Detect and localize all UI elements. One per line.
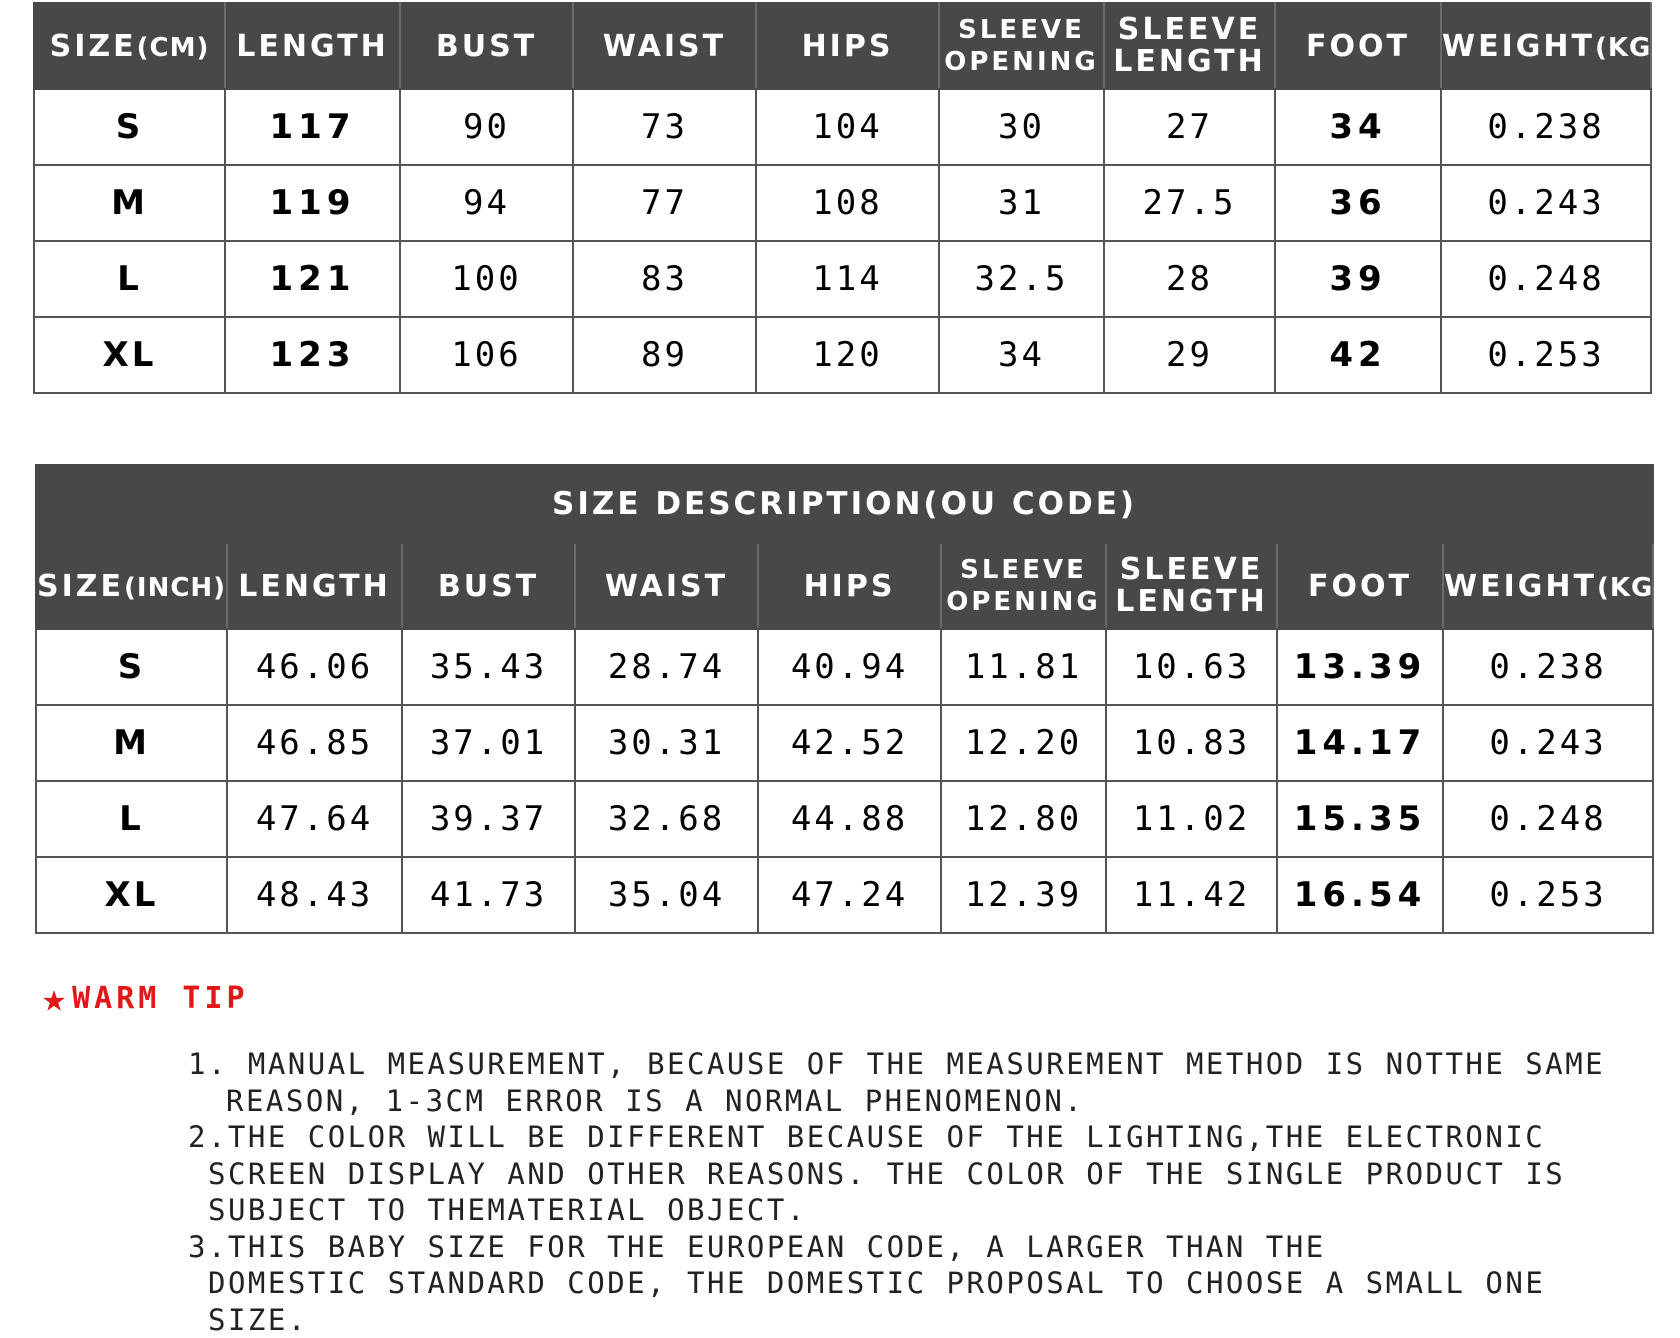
table-cell: 121 xyxy=(225,241,400,317)
column-header: WEIGHT(KG) xyxy=(1443,543,1653,629)
table-cell: 35.43 xyxy=(402,629,575,705)
tip-item xyxy=(188,1119,1658,1229)
table-cell: 32.68 xyxy=(575,781,758,857)
table-cell: 120 xyxy=(756,317,939,393)
table-cell: 36 xyxy=(1275,165,1441,241)
table-cell: 73 xyxy=(573,89,756,165)
table-cell: 42.52 xyxy=(758,705,941,781)
tip-line: REASON, 1-3CM ERROR IS A NORMAL PHENOMENON. xyxy=(188,1083,1658,1120)
table-cell: 42 xyxy=(1275,317,1441,393)
table-caption-row xyxy=(36,465,1653,543)
table-row xyxy=(36,705,1653,781)
table-cell: 106 xyxy=(400,317,573,393)
table-cell: XL xyxy=(34,317,225,393)
table-cell: 16.54 xyxy=(1277,857,1443,933)
table-cell: 28 xyxy=(1104,241,1275,317)
table-cell: 108 xyxy=(756,165,939,241)
table-cell: 104 xyxy=(756,89,939,165)
table-cell: 100 xyxy=(400,241,573,317)
column-header: FOOT xyxy=(1277,543,1443,629)
table-cell: 40.94 xyxy=(758,629,941,705)
table-cell: 0.243 xyxy=(1441,165,1651,241)
table-cell: 94 xyxy=(400,165,573,241)
table-cell: 119 xyxy=(225,165,400,241)
table-cell: S xyxy=(36,629,227,705)
column-header: SLEEVE LENGTH xyxy=(1104,3,1275,89)
table-row xyxy=(36,781,1653,857)
warm-tip-heading xyxy=(42,975,249,1021)
table-cell: 46.06 xyxy=(227,629,402,705)
tip-line: 2.THE COLOR WILL BE DIFFERENT BECAUSE OF THE LIGHTING,THE ELECTRONIC xyxy=(188,1119,1658,1156)
table-row xyxy=(34,241,1651,317)
column-header: LENGTH xyxy=(225,3,400,89)
table-cell: 123 xyxy=(225,317,400,393)
column-header: SLEEVE OPENING xyxy=(939,3,1104,89)
table-cell: 117 xyxy=(225,89,400,165)
table-cell: 77 xyxy=(573,165,756,241)
table-cell: 47.64 xyxy=(227,781,402,857)
table-cell: 0.238 xyxy=(1443,629,1653,705)
table-cell: 0.243 xyxy=(1443,705,1653,781)
table-cell: 0.238 xyxy=(1441,89,1651,165)
column-header: FOOT xyxy=(1275,3,1441,89)
column-header: SLEEVE OPENING xyxy=(941,543,1106,629)
table-cell: 31 xyxy=(939,165,1104,241)
table-cell: 0.248 xyxy=(1443,781,1653,857)
column-header: HIPS xyxy=(756,3,939,89)
tip-line: DOMESTIC STANDARD CODE, THE DOMESTIC PROPOSAL TO CHOOSE A SMALL ONE SIZE. xyxy=(188,1265,1658,1338)
table-cell: 0.253 xyxy=(1443,857,1653,933)
table-cell: 14.17 xyxy=(1277,705,1443,781)
table-cell: 39.37 xyxy=(402,781,575,857)
table-cell: M xyxy=(36,705,227,781)
table-header-row xyxy=(34,3,1651,89)
table-cell: L xyxy=(34,241,225,317)
table-cell: 28.74 xyxy=(575,629,758,705)
tip-line: SCREEN DISPLAY AND OTHER REASONS. THE COLOR OF THE SINGLE PRODUCT IS xyxy=(188,1156,1658,1193)
table-cell: 0.248 xyxy=(1441,241,1651,317)
table-cell: 10.63 xyxy=(1106,629,1277,705)
table-row xyxy=(36,857,1653,933)
table-cell: 12.39 xyxy=(941,857,1106,933)
table-cell: 15.35 xyxy=(1277,781,1443,857)
column-header: WAIST xyxy=(575,543,758,629)
table-row xyxy=(36,629,1653,705)
column-header: SIZE(CM) xyxy=(34,3,225,89)
table-cell: 89 xyxy=(573,317,756,393)
table-cell: 27 xyxy=(1104,89,1275,165)
table-cell: 39 xyxy=(1275,241,1441,317)
column-header: HIPS xyxy=(758,543,941,629)
table-cell: 11.81 xyxy=(941,629,1106,705)
table-cell: S xyxy=(34,89,225,165)
column-header: WEIGHT(KG) xyxy=(1441,3,1651,89)
table-cell: 37.01 xyxy=(402,705,575,781)
table-row xyxy=(34,165,1651,241)
table-cell: 114 xyxy=(756,241,939,317)
size-table-inch xyxy=(35,464,1654,934)
table-cell: 11.02 xyxy=(1106,781,1277,857)
tip-item xyxy=(188,1229,1658,1338)
table-row xyxy=(34,317,1651,393)
tip-line: 3.THIS BABY SIZE FOR THE EUROPEAN CODE, A LARGER THAN THE xyxy=(188,1229,1658,1266)
table-cell: 47.24 xyxy=(758,857,941,933)
table-cell: 90 xyxy=(400,89,573,165)
warm-tip-list xyxy=(188,1046,1658,1338)
table-cell: 11.42 xyxy=(1106,857,1277,933)
table-cell: 32.5 xyxy=(939,241,1104,317)
table-header-row xyxy=(36,543,1653,629)
table-cell: 13.39 xyxy=(1277,629,1443,705)
table-cell: XL xyxy=(36,857,227,933)
table-cell: 29 xyxy=(1104,317,1275,393)
column-header: BUST xyxy=(402,543,575,629)
size-table-cm xyxy=(33,2,1652,394)
tip-item xyxy=(188,1046,1658,1119)
table-cell: 27.5 xyxy=(1104,165,1275,241)
table-cell: M xyxy=(34,165,225,241)
table-row xyxy=(34,89,1651,165)
table-cell: L xyxy=(36,781,227,857)
table-cell: 30 xyxy=(939,89,1104,165)
warm-tip-title: WARM TIP xyxy=(72,981,249,1016)
table-cell: 12.20 xyxy=(941,705,1106,781)
star-icon: ★ xyxy=(42,975,66,1021)
column-header: BUST xyxy=(400,3,573,89)
table-cell: 44.88 xyxy=(758,781,941,857)
table-cell: 35.04 xyxy=(575,857,758,933)
column-header: SIZE(INCH) xyxy=(36,543,227,629)
table-cell: 41.73 xyxy=(402,857,575,933)
table-cell: 0.253 xyxy=(1441,317,1651,393)
table-cell: 83 xyxy=(573,241,756,317)
table-cell: 34 xyxy=(1275,89,1441,165)
table-cell: 34 xyxy=(939,317,1104,393)
table-caption: SIZE DESCRIPTION(OU CODE) xyxy=(36,465,1653,543)
table-cell: 46.85 xyxy=(227,705,402,781)
tip-line: SUBJECT TO THEMATERIAL OBJECT. xyxy=(188,1192,1658,1229)
table-cell: 12.80 xyxy=(941,781,1106,857)
tip-line: 1. MANUAL MEASUREMENT, BECAUSE OF THE MEASUREMENT METHOD IS NOTTHE SAME xyxy=(188,1046,1658,1083)
table-cell: 10.83 xyxy=(1106,705,1277,781)
column-header: WAIST xyxy=(573,3,756,89)
column-header: SLEEVE LENGTH xyxy=(1106,543,1277,629)
column-header: LENGTH xyxy=(227,543,402,629)
table-cell: 30.31 xyxy=(575,705,758,781)
table-cell: 48.43 xyxy=(227,857,402,933)
